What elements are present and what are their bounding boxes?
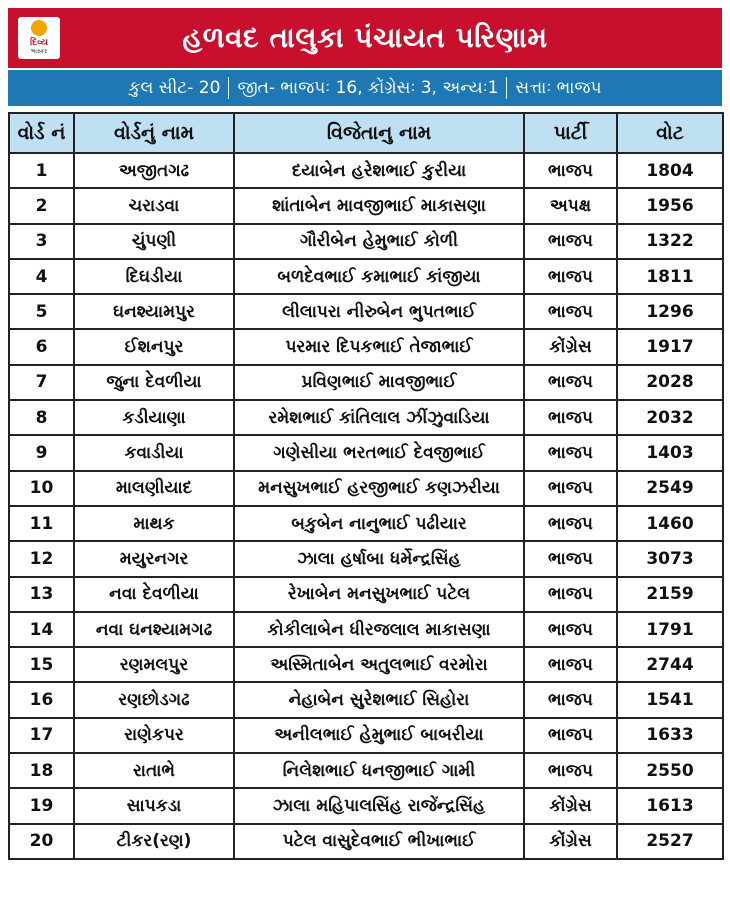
- winner-cell: રમેશભાઈ કાંતિલાલ ઝીંઝુવાડિયા: [234, 400, 524, 435]
- table-row: [9, 612, 723, 647]
- winner-cell: ઝાલા હર્ષાબા ધર્મેન્દ્રસિંહ: [234, 541, 524, 576]
- sun-icon: [31, 20, 47, 36]
- party-cell: ભાજપ: [524, 506, 617, 541]
- ward-no-cell: 12: [9, 541, 74, 576]
- winner-cell: અસ્મિતાબેન અતુલભાઈ વરમોરા: [234, 647, 524, 682]
- votes-cell: 1403: [617, 435, 723, 470]
- ward-name-cell: રણછોડગઢ: [74, 682, 234, 717]
- winner-cell: દયાબેન હરેશભાઈ કુરીયા: [234, 153, 524, 188]
- votes-cell: 1296: [617, 294, 723, 329]
- ward-no-cell: 11: [9, 506, 74, 541]
- votes-cell: 1460: [617, 506, 723, 541]
- ward-no-cell: 4: [9, 259, 74, 294]
- ward-name-cell: સાપકડા: [74, 788, 234, 823]
- table-row: [9, 718, 723, 753]
- votes-cell: 1613: [617, 788, 723, 823]
- votes-cell: 1811: [617, 259, 723, 294]
- ward-no-cell: 7: [9, 365, 74, 400]
- ward-name-cell: નવા દેવળીયા: [74, 577, 234, 612]
- winner-cell: કોકીલાબેન ધીરજલાલ માકાસણા: [234, 612, 524, 647]
- ward-name-cell: ચુંપણી: [74, 224, 234, 259]
- votes-cell: 3073: [617, 541, 723, 576]
- table-row: [9, 788, 723, 823]
- ward-no-cell: 10: [9, 471, 74, 506]
- table-row: [9, 824, 723, 859]
- separator: [506, 77, 507, 99]
- ward-name-cell: રાણેકપર: [74, 718, 234, 753]
- winner-cell: અનીલભાઈ હેમુભાઈ બાબરીયા: [234, 718, 524, 753]
- table-row: [9, 682, 723, 717]
- table-header-row: [9, 113, 723, 153]
- party-cell: ભાજપ: [524, 400, 617, 435]
- results-table: [8, 112, 724, 860]
- table-row: [9, 259, 723, 294]
- party-cell: ભાજપ: [524, 753, 617, 788]
- table-row: [9, 188, 723, 223]
- table-row: [9, 153, 723, 188]
- votes-cell: 1956: [617, 188, 723, 223]
- ward-no-cell: 3: [9, 224, 74, 259]
- ward-no-cell: 20: [9, 824, 74, 859]
- ward-no-cell: 14: [9, 612, 74, 647]
- logo-text-line2: ભાસ્કર: [30, 48, 48, 55]
- ward-name-cell: માથક: [74, 506, 234, 541]
- party-cell: અપક્ષ: [524, 188, 617, 223]
- ward-no-cell: 9: [9, 435, 74, 470]
- votes-cell: 2159: [617, 577, 723, 612]
- winner-cell: નેહાબેન સુરેશભાઈ સિહોરા: [234, 682, 524, 717]
- party-cell: કોંગ્રેસ: [524, 824, 617, 859]
- ward-name-cell: રાતાભે: [74, 753, 234, 788]
- winner-cell: પરમાર દિપકભાઈ તેજાભાઈ: [234, 329, 524, 364]
- ward-name-cell: કવાડીયા: [74, 435, 234, 470]
- ward-name-cell: અજીતગઢ: [74, 153, 234, 188]
- party-cell: ભાજપ: [524, 577, 617, 612]
- votes-cell: 2028: [617, 365, 723, 400]
- winner-cell: શાંતાબેન માવજીભાઈ માકાસણા: [234, 188, 524, 223]
- party-cell: ભાજપ: [524, 294, 617, 329]
- winner-cell: લીલાપરા નીરુબેન ભુપતભાઈ: [234, 294, 524, 329]
- ward-no-cell: 15: [9, 647, 74, 682]
- winner-cell: બકુબેન નાનુભાઈ પઢીયાર: [234, 506, 524, 541]
- table-row: [9, 577, 723, 612]
- ward-no-cell: 6: [9, 329, 74, 364]
- table-row: [9, 224, 723, 259]
- summary-bar: [8, 70, 722, 106]
- winner-cell: ગણેસીયા ભરતભાઈ દેવજીભાઈ: [234, 435, 524, 470]
- votes-cell: 2744: [617, 647, 723, 682]
- winner-cell: ગૌરીબેન હેમુભાઈ કોળી: [234, 224, 524, 259]
- votes-cell: 1633: [617, 718, 723, 753]
- table-row: [9, 435, 723, 470]
- ward-no-cell: 19: [9, 788, 74, 823]
- party-cell: ભાજપ: [524, 541, 617, 576]
- votes-cell: 1541: [617, 682, 723, 717]
- wins-text: જીત- ભાજપઃ 16, કોંગ્રેસઃ 3, અન્યઃ1: [237, 78, 499, 98]
- party-cell: ભાજપ: [524, 259, 617, 294]
- votes-cell: 1917: [617, 329, 723, 364]
- party-cell: ભાજપ: [524, 435, 617, 470]
- separator: [228, 77, 229, 99]
- party-cell: ભાજપ: [524, 365, 617, 400]
- ward-no-cell: 13: [9, 577, 74, 612]
- ward-no-cell: 18: [9, 753, 74, 788]
- party-cell: કોંગ્રેસ: [524, 788, 617, 823]
- ward-name-cell: કડીયાણા: [74, 400, 234, 435]
- table-row: [9, 753, 723, 788]
- winner-cell: મનસુખભાઈ હરજીભાઈ કણઝરીયા: [234, 471, 524, 506]
- table-row: [9, 541, 723, 576]
- ward-name-cell: ચરાડવા: [74, 188, 234, 223]
- ward-no-cell: 8: [9, 400, 74, 435]
- winner-cell: બળદેવભાઈ કમાભાઈ કાંજીયા: [234, 259, 524, 294]
- votes-cell: 2032: [617, 400, 723, 435]
- table-row: [9, 647, 723, 682]
- party-cell: કોંગ્રેસ: [524, 329, 617, 364]
- ward-name-cell: જુના દેવળીયા: [74, 365, 234, 400]
- table-row: [9, 329, 723, 364]
- party-cell: ભાજપ: [524, 224, 617, 259]
- ward-name-cell: ટીકર(રણ): [74, 824, 234, 859]
- party-cell: ભાજપ: [524, 612, 617, 647]
- table-row: [9, 365, 723, 400]
- winner-cell: પટેલ વાસુદેવભાઈ ભીખાભાઈ: [234, 824, 524, 859]
- votes-cell: 1791: [617, 612, 723, 647]
- page-title: હળવદ તાલુકા પંચાયત પરિણામ: [182, 21, 548, 54]
- header-banner: [8, 8, 722, 68]
- ward-name-cell: રણમલપુર: [74, 647, 234, 682]
- ward-name-cell: મયુરનગર: [74, 541, 234, 576]
- party-cell: ભાજપ: [524, 471, 617, 506]
- ward-no-cell: 2: [9, 188, 74, 223]
- header-ward-no: વોર્ડ નં: [9, 113, 74, 153]
- party-cell: ભાજપ: [524, 718, 617, 753]
- party-cell: ભાજપ: [524, 682, 617, 717]
- votes-cell: 2549: [617, 471, 723, 506]
- votes-cell: 1322: [617, 224, 723, 259]
- table-row: [9, 471, 723, 506]
- ward-no-cell: 16: [9, 682, 74, 717]
- winner-cell: ઝાલા મહિપાલસિંહ રાજેંન્દ્રસિંહ: [234, 788, 524, 823]
- header-party: પાર્ટી: [524, 113, 617, 153]
- table-row: [9, 294, 723, 329]
- logo-text-line1: દિવ્ય: [30, 38, 48, 48]
- ward-name-cell: ઘનશ્યામપુર: [74, 294, 234, 329]
- votes-cell: 2527: [617, 824, 723, 859]
- header-winner: વિજેતાનુ નામ: [234, 113, 524, 153]
- votes-cell: 1804: [617, 153, 723, 188]
- winner-cell: પ્રવિણભાઈ માવજીભાઈ: [234, 365, 524, 400]
- total-seats-text: કુલ સીટ- 20: [128, 78, 221, 98]
- header-ward-name: વોર્ડનું નામ: [74, 113, 234, 153]
- party-cell: ભાજપ: [524, 647, 617, 682]
- ward-name-cell: દિઘડીયા: [74, 259, 234, 294]
- header-votes: વોટ: [617, 113, 723, 153]
- ward-name-cell: નવા ઘનશ્યામગઢ: [74, 612, 234, 647]
- ward-no-cell: 1: [9, 153, 74, 188]
- table-row: [9, 506, 723, 541]
- winner-cell: નિલેશભાઈ ધનજીભાઈ ગામી: [234, 753, 524, 788]
- party-cell: ભાજપ: [524, 153, 617, 188]
- divya-bhaskar-logo: [18, 17, 60, 59]
- ward-no-cell: 5: [9, 294, 74, 329]
- ward-name-cell: માલણીયાદ: [74, 471, 234, 506]
- ward-no-cell: 17: [9, 718, 74, 753]
- winner-cell: રેખાબેન મનસુખભાઈ પટેલ: [234, 577, 524, 612]
- power-text: સત્તાઃ ભાજપ: [515, 78, 602, 98]
- ward-name-cell: ઈશનપુર: [74, 329, 234, 364]
- table-row: [9, 400, 723, 435]
- votes-cell: 2550: [617, 753, 723, 788]
